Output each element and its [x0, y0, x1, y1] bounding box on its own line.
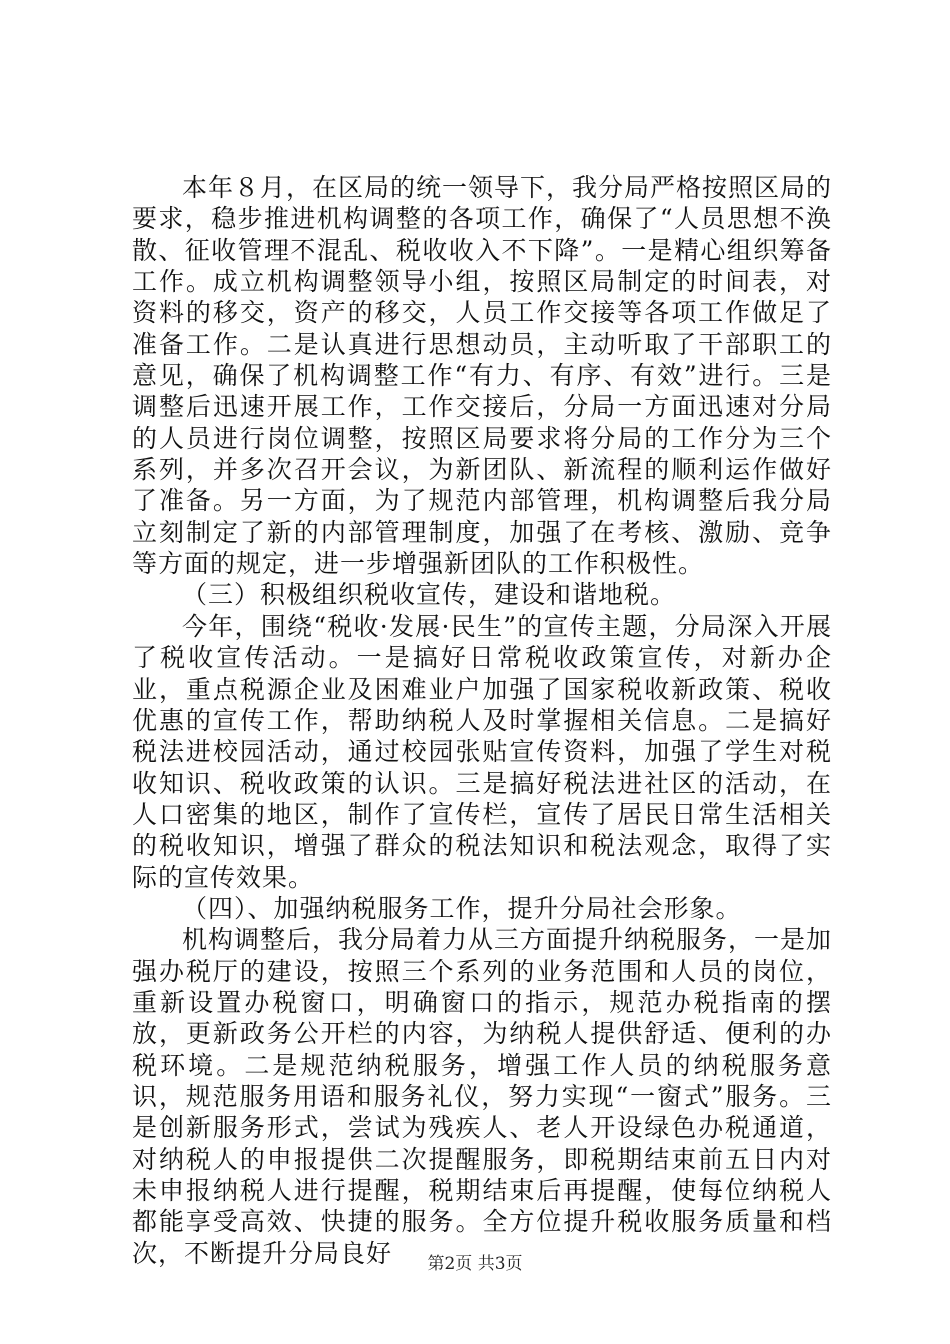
paragraph-restructuring: 本年８月，在区局的统一领导下，我分局严格按照区局的要求，稳步推进机构调整的各项工作，确保了“人员思想不涣散、征收管理不混乱、税收收入不下降”。一是精心组织筹备工作。成立机构调整领导小组，按照区局制定的时间表，对资料的移交，资产的移交，人员工作交接等各项工作做足了准备工作。二是认真进行思想动员，主动听取了干部职工的意见，确保了机构调整工作“有力、有序、有效”进行。三是调整后迅速开展工作，工作交接后，分局一方面迅速对分局的人员进行岗位调整，按照区局要求将分局的工作分为三个系列，并多次召开会议，为新团队、新流程的顺利运作做好了准备。另一方面，为了规范内部管理，机构调整后我分局立刻制定了新的内部管理制度，加强了在考核、激励、竞争等方面的规定，进一步增强新团队的工作积极性。 — [132, 173, 833, 579]
section-heading-three: （三）积极组织税收宣传，建设和谐地税。 — [182, 580, 677, 610]
paragraph-tax-service: 机构调整后，我分局着力从三方面提升纳税服务，一是加强办税厅的建设，按照三个系列的业务范围和人员的岗位，重新设置办税窗口，明确窗口的指示，规范办税指南的摆放，更新政务公开栏的内容，为纳税人提供舒适、便利的办税环境。二是规范纳税服务，增强工作人员的纳税服务意识，规范服务用语和服务礼仪，努力实现“一窗式”服务。三是创新服务形式，尝试为残疾人、老人开设绿色办税通道，对纳税人的申报提供二次提醒服务，即税期结束前五日内对未申报纳税人进行提醒，税期结束后再提醒，使每位纳税人都能享受高效、快捷的服务。全方位提升税收服务质量和档次，不断提升分局良好 — [132, 925, 833, 1268]
document-body — [132, 172, 832, 1269]
paragraph-tax-publicity: 今年，围绕“税收·发展·民生”的宣传主题，分局深入开展了税收宣传活动。一是搞好日常税收政策宣传，对新办企业，重点税源企业及困难业户加强了国家税收新政策、税收优惠的宣传工作，帮助纳税人及时掌握相关信息。二是搞好税法进校园活动，通过校园张贴宣传资料，加强了学生对税收知识、税收政策的认识。三是搞好税法进社区的活动，在人口密集的地区，制作了宣传栏，宣传了居民日常生活相关的税收知识，增强了群众的税法知识和税法观念，取得了实际的宣传效果。 — [132, 611, 832, 892]
section-heading-four: （四）、加强纳税服务工作，提升分局社会形象。 — [182, 893, 742, 923]
page-number-footer: 第2页 共3页 — [427, 1254, 523, 1274]
